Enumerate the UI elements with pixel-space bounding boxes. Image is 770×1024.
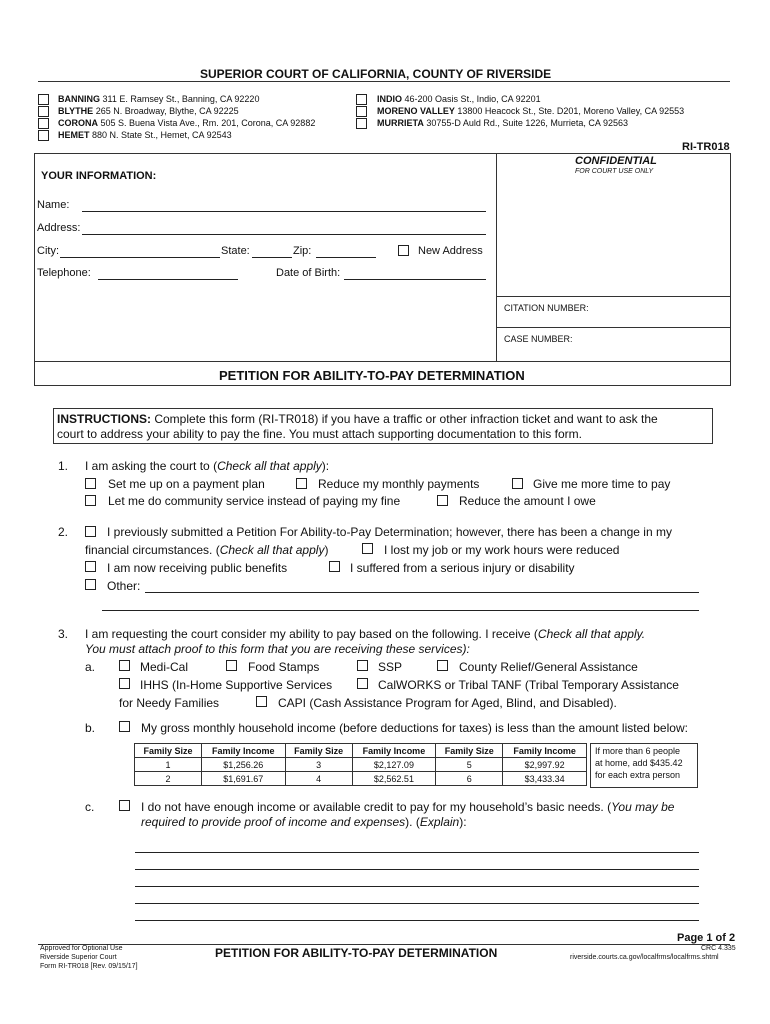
state-field[interactable] [252,257,292,258]
ssp-checkbox[interactable] [357,660,368,671]
explain-field-5[interactable] [135,920,699,921]
zip-field[interactable] [316,257,376,258]
table-header: Family Income [503,744,587,758]
income-note-line2: at home, add $435.42 [595,758,683,768]
food-stamps-label: Food Stamps [248,660,320,674]
table-cell: 4 [285,772,352,786]
q3c-label: c. [85,800,95,814]
court-use-only-label: FOR COURT USE ONLY [575,168,654,175]
table-cell: $2,127.09 [352,758,436,772]
corona-checkbox[interactable] [38,118,49,129]
table-header: Family Income [352,744,436,758]
table-cell: $3,433.34 [503,772,587,786]
q3-number: 3. [58,627,69,641]
table-header: Family Size [285,744,352,758]
approved-line1: Approved for Optional Use [40,945,123,952]
q1-text: I am asking the court to (Check all that apply): [85,459,330,473]
previous-petition-checkbox[interactable] [85,526,96,537]
name-field[interactable] [82,211,486,212]
page-number: Page 1 of 2 [677,932,736,944]
new-address-checkbox[interactable] [398,245,409,256]
instructions-line1: INSTRUCTIONS: Complete this form (RI-TR018) if you have a traffic or other infraction ticket and want to ask the [57,412,658,426]
reduce-monthly-label: Reduce my monthly payments [318,477,480,491]
q2-number: 2. [58,525,69,539]
citation-number-label: CITATION NUMBER: [504,303,589,313]
name-label: Name: [37,199,70,211]
more-time-checkbox[interactable] [512,478,523,489]
food-stamps-checkbox[interactable] [226,660,237,671]
capi-checkbox[interactable] [256,696,267,707]
payment-plan-checkbox[interactable] [85,478,96,489]
table-cell: 6 [436,772,503,786]
court-use-divider [496,296,731,297]
table-cell: $1,256.26 [201,758,285,772]
case-divider [496,327,731,328]
murrieta-checkbox[interactable] [356,118,367,129]
telephone-field[interactable] [98,279,238,280]
footer-url: riverside.courts.ca.gov/localfrms/localfrms.shtml [570,954,719,961]
explain-field-1[interactable] [135,852,699,853]
court-indio: INDIO 46-200 Oasis St., Indio, CA 92201 [377,94,541,104]
zip-label: Zip: [293,245,312,257]
your-information-label: YOUR INFORMATION: [41,170,157,182]
explain-field-3[interactable] [135,886,699,887]
capi-label: CAPI (Cash Assistance Program for Aged, Blind, and Disabled). [278,696,617,710]
moreno-valley-checkbox[interactable] [356,106,367,117]
approved-line2: Riverside Superior Court [40,954,117,961]
title-underline [38,81,730,82]
other-field-2[interactable] [102,610,699,611]
court-murrieta: MURRIETA 30755-D Auld Rd., Suite 1226, Murrieta, CA 92563 [377,118,628,128]
gross-income-checkbox[interactable] [119,721,130,732]
county-relief-checkbox[interactable] [437,660,448,671]
hemet-checkbox[interactable] [38,130,49,141]
q3b-label: b. [85,721,96,735]
crc-reference: CRC 4.335 [701,945,736,952]
court-moreno-valley: MORENO VALLEY 13800 Heacock St., Ste. D201, Moreno Valley, CA 92553 [377,106,685,116]
q3-line2: You must attach proof to this form that you are receiving these services): [85,642,470,656]
gross-income-text: My gross monthly household income (before deductions for taxes) is less than the amount listed below: [141,721,688,735]
table-row [135,772,587,786]
explain-field-2[interactable] [135,869,699,870]
q1-number: 1. [58,459,69,473]
ihhs-checkbox[interactable] [119,678,130,689]
table-header: Family Income [201,744,285,758]
lost-job-label: I lost my job or my work hours were reduced [384,543,620,557]
needy-families-label: for Needy Families [119,696,220,710]
serious-injury-label: I suffered from a serious injury or disability [350,561,575,575]
info-box [34,153,731,386]
footer-rule [38,944,730,945]
income-table [134,743,587,786]
county-relief-label: County Relief/General Assistance [459,660,638,674]
table-header: Family Size [135,744,202,758]
table-cell: $1,691.67 [201,772,285,786]
q2-line1: I previously submitted a Petition For Ability-to-Pay Determination; however, there has been a change in my [107,525,672,539]
income-note-line1: If more than 6 people [595,746,681,756]
instructions-line2: court to address your ability to pay the fine. You must attach supporting documentation to this form. [57,427,582,441]
reduce-amount-checkbox[interactable] [437,495,448,506]
basic-needs-line2: required to provide proof of income and expenses). (Explain): [141,815,467,829]
q2-line2: financial circumstances. (Check all that apply) [85,543,329,557]
banning-checkbox[interactable] [38,94,49,105]
city-field[interactable] [60,257,220,258]
table-row [135,758,587,772]
table-cell: 1 [135,758,202,772]
community-service-checkbox[interactable] [85,495,96,506]
title-divider [34,361,731,362]
dob-label: Date of Birth: [276,267,341,279]
income-table-header [135,744,587,758]
court-hemet: HEMET 880 N. State St., Hemet, CA 92543 [58,130,232,140]
serious-injury-checkbox[interactable] [329,561,340,572]
indio-checkbox[interactable] [356,94,367,105]
dob-field[interactable] [344,279,486,280]
table-cell: 5 [436,758,503,772]
q3-line1: I am requesting the court consider my ability to pay based on the following. I receive (Check all that apply. [85,627,646,641]
blythe-checkbox[interactable] [38,106,49,117]
other-checkbox[interactable] [85,579,96,590]
community-service-label: Let me do community service instead of paying my fine [108,494,401,508]
table-cell: $2,997.92 [503,758,587,772]
reduce-amount-label: Reduce the amount I owe [459,494,596,508]
state-label: State: [221,245,250,257]
table-cell: 3 [285,758,352,772]
court-title: SUPERIOR COURT OF CALIFORNIA, COUNTY OF RIVERSIDE [200,67,552,81]
lost-job-checkbox[interactable] [362,543,373,554]
telephone-label: Telephone: [37,267,91,279]
medi-cal-label: Medi-Cal [140,660,189,674]
address-field[interactable] [82,234,486,235]
form-title: PETITION FOR ABILITY-TO-PAY DETERMINATION [219,368,525,383]
basic-needs-line1: I do not have enough income or available credit to pay for my household’s basic needs. (You may be [141,800,675,814]
table-header: Family Size [436,744,503,758]
reduce-monthly-checkbox[interactable] [296,478,307,489]
explain-field-4[interactable] [135,903,699,904]
table-cell: $2,562.51 [352,772,436,786]
footer-title: PETITION FOR ABILITY-TO-PAY DETERMINATION [215,946,498,960]
approved-line3: Form RI-TR018 [Rev. 09/15/17] [40,963,138,970]
public-benefits-label: I am now receiving public benefits [107,561,288,575]
court-corona: CORONA 505 S. Buena Vista Ave., Rm. 201, Corona, CA 92882 [58,118,316,128]
ihhs-label: IHHS (In-Home Supportive Services [140,678,333,692]
table-cell: 2 [135,772,202,786]
other-label: Other: [107,579,141,593]
q3a-label: a. [85,660,96,674]
court-blythe: BLYTHE 265 N. Broadway, Blythe, CA 92225 [58,106,239,116]
ssp-label: SSP [378,660,403,674]
confidential-label: CONFIDENTIAL [575,155,657,167]
address-label: Address: [37,222,81,234]
more-time-label: Give me more time to pay [533,477,671,491]
payment-plan-label: Set me up on a payment plan [108,477,265,491]
new-address-label: New Address [418,245,483,257]
form-code: RI-TR018 [682,141,730,153]
basic-needs-checkbox[interactable] [119,800,130,811]
info-box-divider [496,153,497,361]
calworks-checkbox[interactable] [357,678,368,689]
city-label: City: [37,245,59,257]
public-benefits-checkbox[interactable] [85,561,96,572]
income-note-line3: for each extra person [595,770,681,780]
case-number-label: CASE NUMBER: [504,334,573,344]
court-banning: BANNING 311 E. Ramsey St., Banning, CA 92220 [58,94,260,104]
calworks-label: CalWORKS or Tribal TANF (Tribal Temporary Assistance [378,678,679,692]
medi-cal-checkbox[interactable] [119,660,130,671]
other-field-1[interactable] [145,592,699,593]
